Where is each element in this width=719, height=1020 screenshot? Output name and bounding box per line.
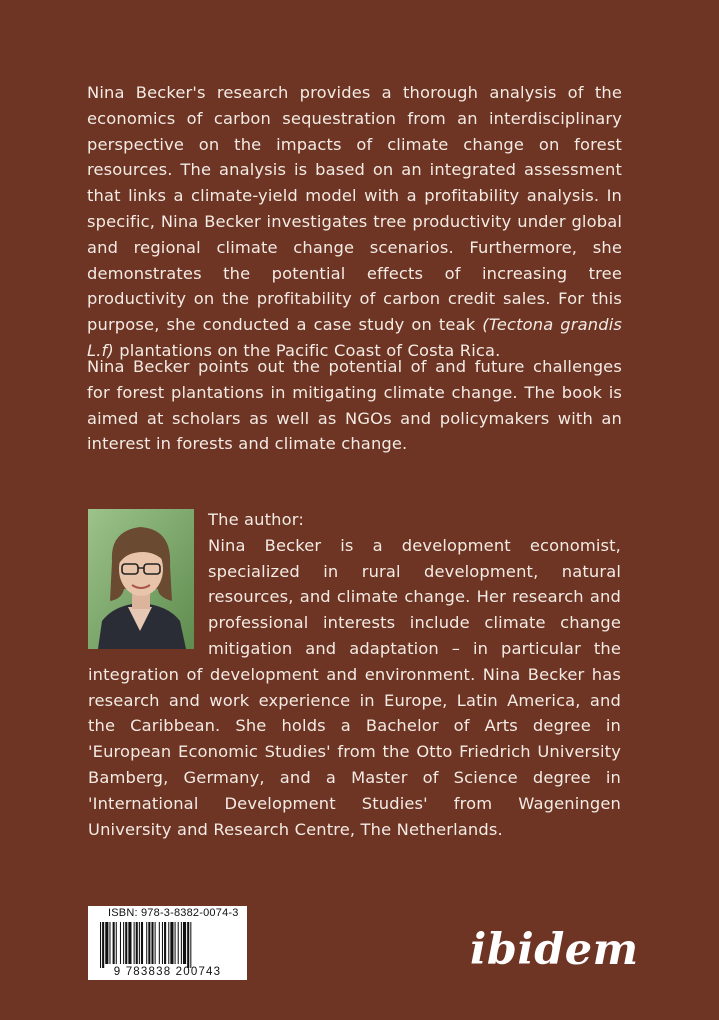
barcode-bar [113, 922, 115, 964]
species-name: (Tectona grandis L.f) [87, 315, 622, 360]
photo-spacer [88, 507, 194, 653]
barcode-bar [116, 922, 117, 964]
barcode-bar [136, 922, 138, 964]
barcode-bar [100, 922, 101, 968]
barcode-bar [183, 922, 186, 964]
barcode-bar [162, 922, 163, 964]
barcode-bar [190, 922, 191, 968]
description-paragraph-1 [87, 80, 622, 364]
author-bio: Nina Becker is a development economist, specialized in rural development, natural resources, and climate change. Her research and professional interests include climate change mitigation and adaptation – in particular the integration of development and environment. Nina Becker has research and work experience in Europe, Latin America, and the Caribbean. She holds a Bachelor of Arts degree in 'European Economic Studies' from the Otto Friedrich University Bamberg, Germany, and a Master of Science degree in 'International Development Studies' from Wageningen University and Research Centre, The Netherlands. [88, 535, 621, 839]
barcode-bar [148, 922, 150, 964]
barcode-digits: 9 783838 200743 [113, 966, 222, 978]
barcode-bar [105, 922, 108, 964]
author-section [88, 507, 621, 842]
description-paragraph-2: Nina Becker points out the potential of and future challenges for forest plantations in mitigating climate change. The book is aimed at scholars as well as NGOs and policymakers with an interest in forests and climate change. [87, 357, 622, 454]
publisher-logo: ibidem [470, 925, 639, 975]
description-text-1b: plantations on the Pacific Coast of Costa Rica. [113, 340, 501, 360]
barcode-bar [170, 922, 173, 964]
isbn-barcode [88, 906, 247, 980]
barcode-bar [151, 922, 153, 964]
barcode-bar [123, 922, 124, 964]
barcode-bar [146, 922, 147, 964]
barcode-bar [181, 922, 182, 964]
isbn-text: ISBN: 978-3-8382-0074-3 [108, 907, 239, 919]
barcode-bar [102, 922, 104, 968]
barcode-bar [159, 922, 160, 964]
barcode-bar [178, 922, 179, 964]
barcode-bar [164, 922, 166, 964]
barcode-bar [120, 922, 121, 964]
barcode-bar [175, 922, 176, 964]
barcode-bar [125, 922, 127, 964]
barcode-bar [141, 922, 143, 964]
description-text-1a: Nina Becker's research provides a thorough analysis of the economics of carbon sequestration from an interdisciplinary perspective on the impacts of climate change on forest resources. The analysis is based on an integrated assessment that links a climate-yield model with a profitability analysis. In specific, Nina Becker investigates tree productivity under global and regional climate change scenarios. Furthermore, she demonstrates the potential effects of increasing tree productivity on the profitability of carbon credit sales. For this purpose, she conducted a case study on teak [87, 83, 622, 335]
author-heading: The author: [208, 510, 304, 529]
barcode-bar [134, 922, 135, 964]
barcode-bar [139, 922, 140, 964]
barcode-bar [155, 922, 156, 964]
barcode-bar [128, 922, 131, 964]
barcode-bar [187, 922, 189, 968]
barcode-bar [168, 922, 169, 964]
barcode-bar [109, 922, 110, 964]
